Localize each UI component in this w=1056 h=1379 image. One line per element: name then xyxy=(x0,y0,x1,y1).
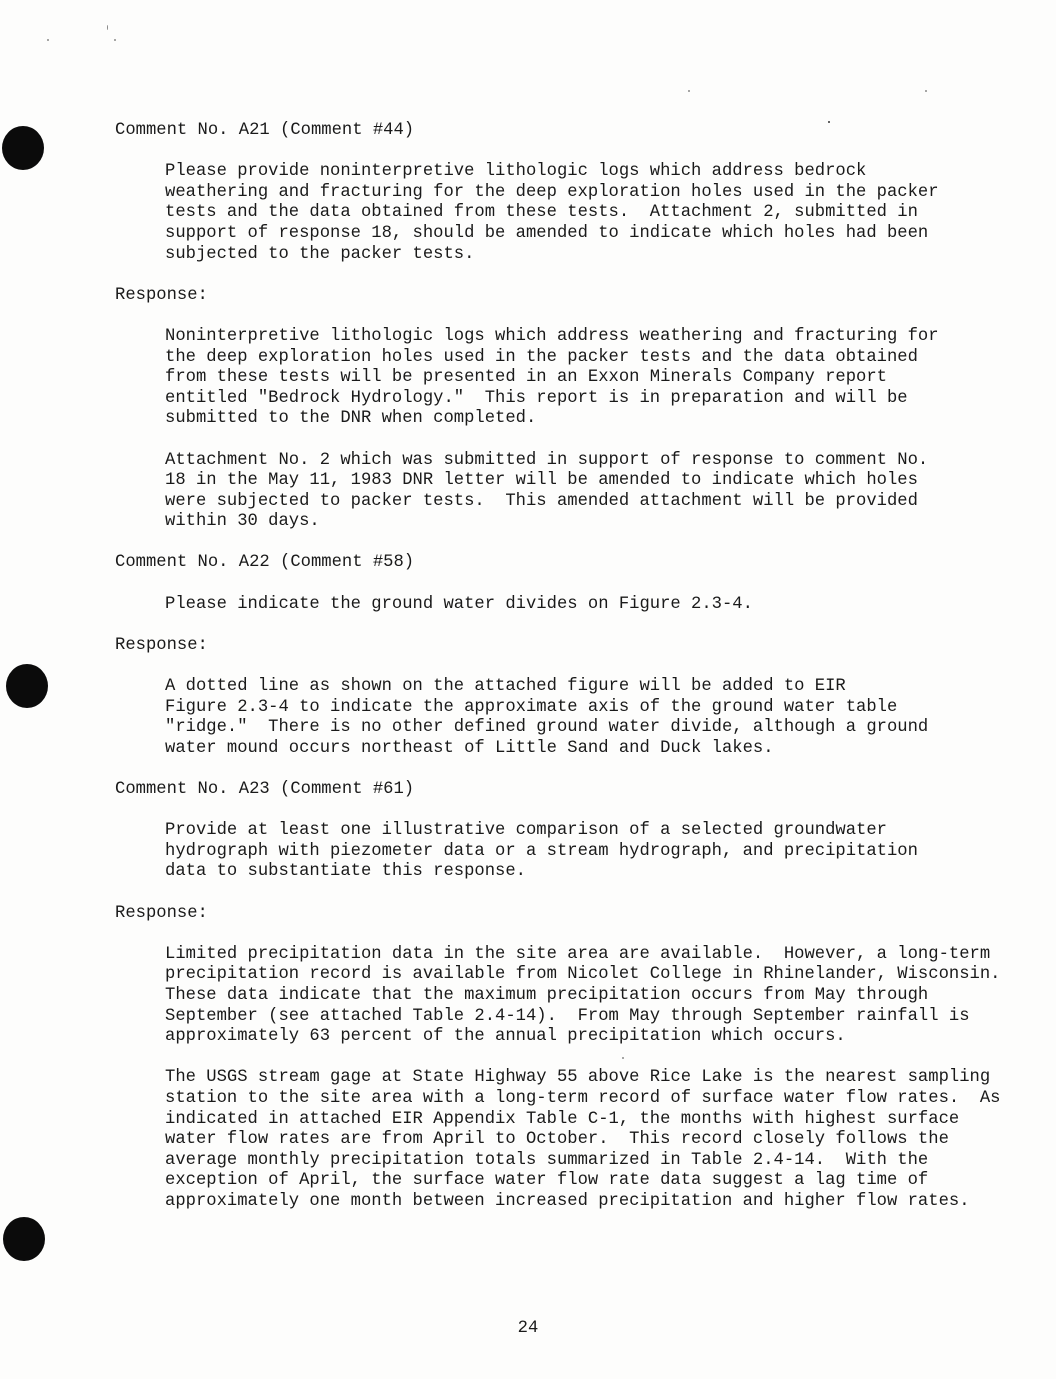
response-paragraph xyxy=(0,677,1056,759)
comment-block-a21 xyxy=(0,121,1056,533)
comment-heading: Comment No. A23 (Comment #61) xyxy=(115,780,415,799)
response-paragraph xyxy=(0,1068,1056,1212)
text-line: Provide at least one illustrative comparison of a selected groundwater xyxy=(165,821,887,841)
text-line: within 30 days. xyxy=(165,512,320,532)
text-line: submitted to the DNR when completed. xyxy=(165,409,537,429)
response-label: Response: xyxy=(115,635,208,655)
text-line: "ridge." There is no other defined ground water divide, although a ground xyxy=(165,718,929,738)
text-line: precipitation record is available from Nicolet College in Rhinelander, Wisconsin. xyxy=(165,965,1001,985)
text-line: approximately 63 percent of the annual precipitation which occurs. xyxy=(165,1027,846,1047)
text-line: The USGS stream gage at State Highway 55 above Rice Lake is the nearest sampling xyxy=(165,1068,991,1088)
text-line: tests and the data obtained from these tests. Attachment 2, submitted in xyxy=(165,203,918,223)
text-line: water flow rates are from April to October. This record closely follows the xyxy=(165,1130,949,1150)
text-line: 18 in the May 11, 1983 DNR letter will be amended to indicate which holes xyxy=(165,471,918,491)
document-body xyxy=(0,121,1056,1212)
text-line: Limited precipitation data in the site area are available. However, a long-term xyxy=(165,944,991,964)
comment-text xyxy=(0,821,1056,883)
text-line: A dotted line as shown on the attached figure will be added to EIR xyxy=(165,677,846,697)
text-line: were subjected to packer tests. This amended attachment will be provided xyxy=(165,491,918,511)
punch-hole-bottom xyxy=(3,1217,45,1261)
text-line: Please indicate the ground water divides on Figure 2.3-4. xyxy=(165,594,753,614)
text-line: the deep exploration holes used in the packer tests and the data obtained xyxy=(165,347,918,367)
text-line: from these tests will be presented in an Exxon Minerals Company report xyxy=(165,368,887,388)
text-line: exception of April, the surface water flow rate data suggest a lag time of xyxy=(165,1171,929,1191)
text-line: support of response 18, should be amended to indicate which holes had been xyxy=(165,223,929,243)
text-line: hydrograph with piezometer data or a stream hydrograph, and precipitation xyxy=(165,841,918,861)
text-line: weathering and fracturing for the deep exploration holes used in the packer xyxy=(165,182,939,202)
text-line: average monthly precipitation totals summarized in Table 2.4-14. With the xyxy=(165,1150,929,1170)
scan-speck xyxy=(688,90,690,92)
comment-block-a22 xyxy=(0,553,1056,759)
comment-heading: Comment No. A21 (Comment #44) xyxy=(115,121,415,140)
text-line: Figure 2.3-4 to indicate the approximate axis of the ground water table xyxy=(165,697,898,717)
scan-speck xyxy=(47,39,49,41)
text-line: entitled "Bedrock Hydrology." This report is in preparation and will be xyxy=(165,388,908,408)
text-line: subjected to the packer tests. xyxy=(165,244,475,264)
response-label: Response: xyxy=(115,903,208,923)
response-paragraph xyxy=(0,451,1056,533)
text-line: Attachment No. 2 which was submitted in support of response to comment No. xyxy=(165,450,929,470)
comment-block-a23 xyxy=(0,780,1056,1212)
comment-text xyxy=(0,595,1056,616)
response-label: Response: xyxy=(115,285,208,305)
comment-heading: Comment No. A22 (Comment #58) xyxy=(115,553,415,573)
text-line: Noninterpretive lithologic logs which address weathering and fracturing for xyxy=(165,326,939,346)
text-line: approximately one month between increased precipitation and higher flow rates. xyxy=(165,1191,970,1211)
text-line: station to the site area with a long-term record of surface water flow rates. As xyxy=(165,1088,1001,1108)
text-line: September (see attached Table 2.4-14). From May through September rainfall is xyxy=(165,1006,970,1026)
text-line: indicated in attached EIR Appendix Table C-1, the months with highest surface xyxy=(165,1109,960,1129)
scan-speck xyxy=(114,39,116,41)
page-number: 24 xyxy=(517,1319,539,1338)
text-line: data to substantiate this response. xyxy=(165,862,526,882)
scan-speck xyxy=(107,25,108,30)
text-line: Please provide noninterpretive lithologic logs which address bedrock xyxy=(165,162,867,182)
response-paragraph xyxy=(0,945,1056,1048)
text-line: These data indicate that the maximum precipitation occurs from May through xyxy=(165,985,929,1005)
text-line: water mound occurs northeast of Little Sand and Duck lakes. xyxy=(165,738,774,758)
scan-speck xyxy=(925,90,927,92)
comment-text xyxy=(0,162,1056,265)
response-paragraph xyxy=(0,327,1056,430)
